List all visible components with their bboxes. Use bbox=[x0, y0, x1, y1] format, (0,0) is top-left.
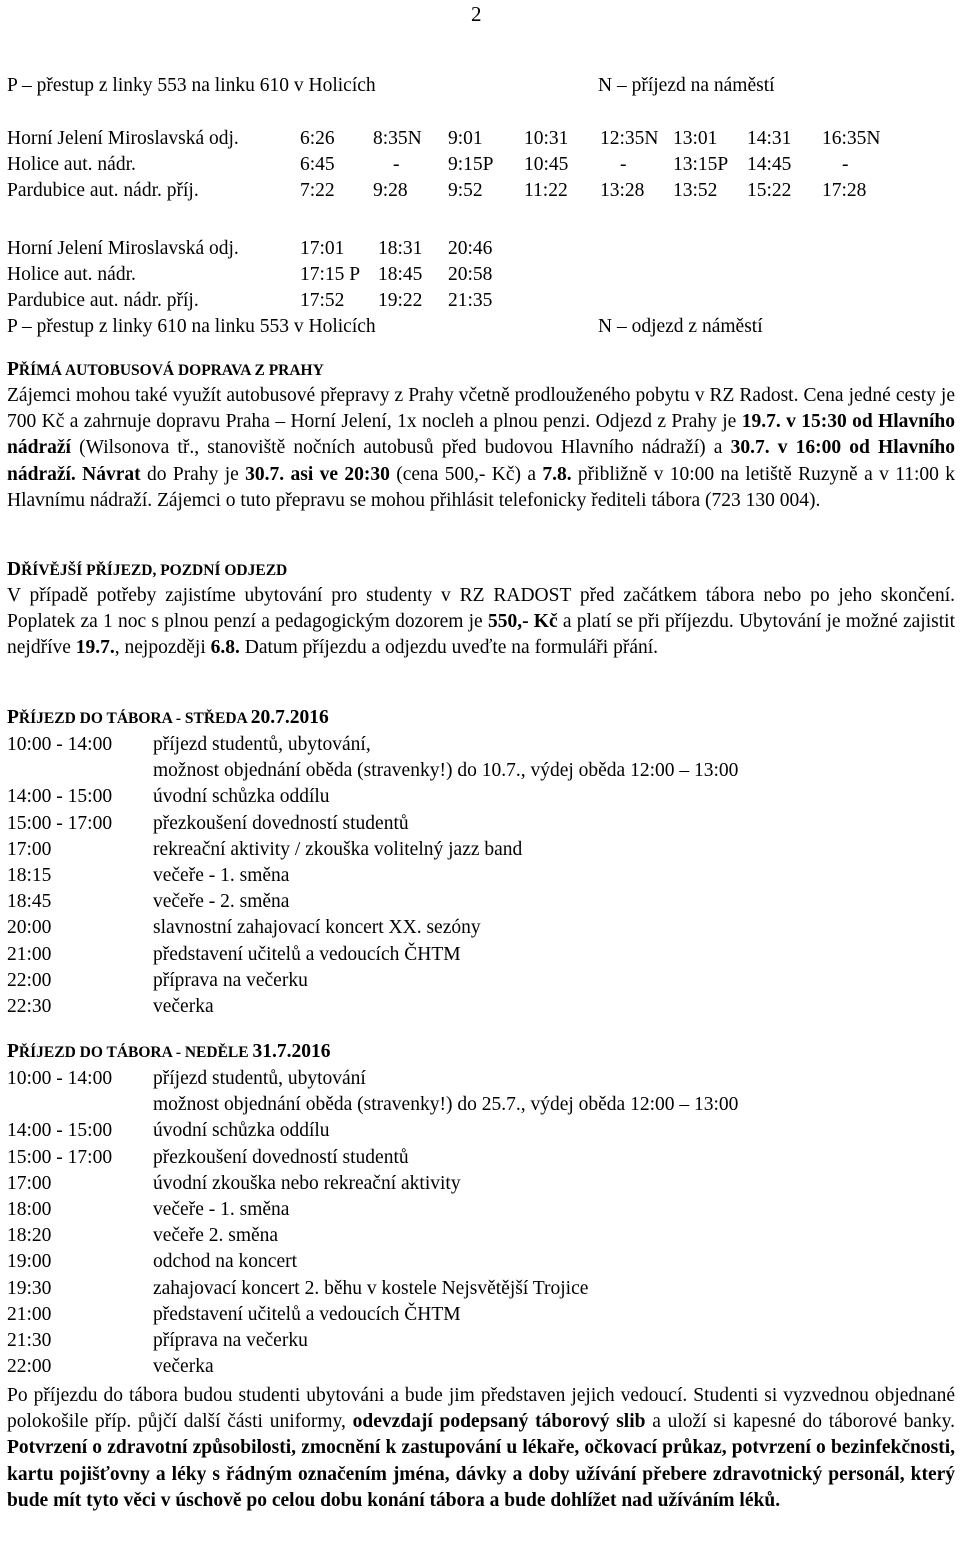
bold-text: 550,- Kč bbox=[487, 611, 558, 633]
schedule-row bbox=[7, 1145, 738, 1171]
schedule-activity: příjezd studentů, ubytování bbox=[153, 1068, 366, 1089]
schedule-wednesday bbox=[7, 732, 738, 1020]
text: V případě potřeby zajistíme ubytování pro studenty v RZ RADOST před začátkem tábora nebo po jeho skončení. Poplatek za 1 noc s plnou penzí a pedagogickým dozorem je bbox=[7, 585, 955, 633]
bold-text: Potvrzení o zdravotní způsobilosti, zmocnění k zastupování u lékaře, očkovací průkaz, potvrzení o bezinfekčnosti, kartu pojišťovny a léky s řádným označením jména, dávky a doby užívání přebere zdravotnický personál, který bude mít tyto věci v úschově po celou dobu konání tábora a bude dohlížet nad užíváním léků. bbox=[7, 1437, 955, 1511]
schedule-row bbox=[7, 889, 738, 915]
text: Zájemci mohou také využít autobusové přepravy z Prahy včetně prodlouženého pobytu v RZ Radost. Cena jedné cesty je 700 Kč a zahrnuje dopravu Praha – Horní Jelení, 1x nocleh a plnou penzi. Odjezd z Prahy je bbox=[7, 385, 955, 433]
schedule-time: 21:30 bbox=[7, 1329, 52, 1351]
schedule-row bbox=[7, 1118, 738, 1144]
timetable-time: 13:28 bbox=[600, 180, 645, 201]
schedule-row bbox=[7, 1223, 738, 1249]
schedule-time: 22:00 bbox=[7, 969, 52, 991]
schedule-time: 20:00 bbox=[7, 917, 52, 939]
schedule-activity: odchod na koncert bbox=[153, 1251, 298, 1273]
schedule-row bbox=[7, 1302, 738, 1328]
schedule-row bbox=[7, 1354, 738, 1380]
schedule-row bbox=[7, 1092, 738, 1118]
timetable-time: 17:15 P bbox=[300, 264, 361, 285]
heading-initial: P bbox=[7, 707, 19, 728]
timetable-stop: Holice aut. nádr. bbox=[7, 264, 136, 285]
timetable-time: 20:46 bbox=[448, 238, 493, 259]
schedule-row bbox=[7, 837, 738, 863]
schedule-activity: slavnostní zahajovací koncert XX. sezóny bbox=[153, 917, 481, 939]
timetable-stop: Pardubice aut. nádr. příj. bbox=[7, 290, 199, 311]
text: a platí se při příjezdu. Ubytování je možné zajistit nejdříve bbox=[7, 611, 955, 659]
schedule-activity: příprava na večerku bbox=[153, 969, 308, 991]
arrival-wednesday-heading bbox=[7, 705, 329, 732]
schedule-activity: představení učitelů a vedoucích ČHTM bbox=[153, 1303, 461, 1325]
heading-rest: ŘÍVĚJŠÍ PŘÍJEZD, POZDNÍ ODJEZD bbox=[21, 562, 288, 579]
timetable-time: 9:01 bbox=[448, 128, 483, 149]
schedule-time: 10:00 - 14:00 bbox=[7, 734, 113, 755]
schedule-time: 21:00 bbox=[7, 1303, 52, 1325]
timetable-time: 6:45 bbox=[300, 154, 335, 175]
prague-bus-paragraph bbox=[7, 383, 955, 514]
schedule-row bbox=[7, 784, 738, 810]
timetable-time: 17:52 bbox=[300, 290, 345, 311]
schedule-activity: úvodní schůzka oddílu bbox=[153, 1120, 330, 1142]
timetable-time: 18:45 bbox=[378, 264, 423, 285]
schedule-activity: příprava na večerku bbox=[153, 1329, 308, 1351]
bold-text: 19.7. v 15:30 od Hlavního nádraží bbox=[7, 411, 955, 459]
timetable-time: 19:22 bbox=[378, 290, 423, 311]
timetable-time: 13:15P bbox=[673, 154, 729, 175]
text: Datum příjezdu a odjezdu uveďte na formuláři přání. bbox=[239, 637, 659, 659]
schedule-row bbox=[7, 1197, 738, 1223]
schedule-time: 18:00 bbox=[7, 1198, 52, 1220]
schedule-activity: přezkoušení dovedností studentů bbox=[153, 812, 409, 834]
schedule-activity: možnost objednání oběda (stravenky!) do 25.7., výdej oběda 12:00 – 13:00 bbox=[153, 1094, 739, 1116]
timetable-time: 13:52 bbox=[673, 180, 718, 201]
bold-text: 19.7. bbox=[75, 637, 115, 659]
heading-date: 31.7.2016 bbox=[252, 1041, 331, 1062]
schedule-sunday bbox=[7, 1066, 738, 1380]
schedule-time: 18:20 bbox=[7, 1225, 52, 1247]
early-arrival-heading bbox=[7, 557, 287, 584]
timetable-time: 10:45 bbox=[524, 154, 569, 175]
schedule-row bbox=[7, 968, 738, 994]
timetable-time: 21:35 bbox=[448, 290, 493, 311]
schedule-row bbox=[7, 1328, 738, 1354]
timetable-time: - bbox=[842, 154, 849, 175]
schedule-activity: večeře 2. směna bbox=[153, 1225, 279, 1247]
timetable-time: 14:45 bbox=[747, 154, 792, 175]
schedule-time: 14:00 - 15:00 bbox=[7, 786, 113, 808]
schedule-activity: večeře - 2. směna bbox=[153, 891, 290, 913]
schedule-row bbox=[7, 994, 738, 1020]
schedule-time: 19:30 bbox=[7, 1277, 52, 1299]
schedule-time: 10:00 - 14:00 bbox=[7, 1068, 113, 1089]
text: do Prahy je bbox=[140, 463, 246, 485]
text: Po příjezdu do tábora budou studenti ubytováni a bude jim představen jejich vedoucí. Studenti si vyzvednou objednané polokošile příp. půjčí další části uniformy, bbox=[7, 1385, 955, 1433]
timetable-time: 9:52 bbox=[448, 180, 483, 201]
heading-rest: ŘÍJEZD DO TÁBORA - STŘEDA bbox=[18, 710, 251, 727]
bold-text: odevzdají podepsaný táborový slib bbox=[352, 1411, 646, 1433]
schedule-activity: zahajovací koncert 2. běhu v kostele Nejsvětější Trojice bbox=[153, 1277, 589, 1299]
schedule-activity: příjezd studentů, ubytování, bbox=[153, 734, 371, 755]
heading-initial: P bbox=[7, 359, 19, 380]
timetable-time: 18:31 bbox=[378, 238, 423, 259]
schedule-time: 17:00 bbox=[7, 838, 52, 860]
heading-rest: ŘÍJEZD DO TÁBORA - NEDĚLE bbox=[18, 1044, 253, 1061]
page-number: 2 bbox=[471, 2, 482, 26]
timetable-time: 10:31 bbox=[524, 128, 569, 149]
bold-text: 6.8. bbox=[210, 637, 240, 659]
schedule-row bbox=[7, 942, 738, 968]
timetable-time: 16:35N bbox=[822, 128, 881, 149]
text: (cena 500,- Kč) a bbox=[389, 463, 543, 485]
schedule-time bbox=[7, 758, 153, 784]
schedule-activity: večerka bbox=[153, 995, 214, 1017]
heading-rest: ŘÍMÁ AUTOBUSOVÁ DOPRAVA Z PRAHY bbox=[18, 362, 324, 379]
timetable-time: 14:31 bbox=[747, 128, 792, 149]
schedule-time: 15:00 - 17:00 bbox=[7, 1146, 113, 1168]
schedule-time: 15:00 - 17:00 bbox=[7, 812, 113, 834]
schedule-time: 17:00 bbox=[7, 1172, 52, 1194]
timetable-stop: Pardubice aut. nádr. příj. bbox=[7, 180, 199, 201]
text: , nejpozději bbox=[114, 637, 211, 659]
timetable-time: 11:22 bbox=[524, 180, 568, 201]
timetable-stop: Holice aut. nádr. bbox=[7, 154, 136, 175]
timetable-time: - bbox=[620, 154, 627, 175]
schedule-row bbox=[7, 1171, 738, 1197]
timetable-time: 7:22 bbox=[300, 180, 335, 201]
departure-square-note: N – odjezd z náměstí bbox=[598, 316, 763, 337]
timetable-time: 9:15P bbox=[448, 154, 494, 175]
bold-text: 7.8. bbox=[542, 463, 572, 485]
schedule-activity: přezkoušení dovedností studentů bbox=[153, 1146, 409, 1168]
schedule-activity: možnost objednání oběda (stravenky!) do 10.7., výdej oběda 12:00 – 13:00 bbox=[153, 760, 739, 782]
timetable-time: 17:28 bbox=[822, 180, 867, 201]
schedule-time: 22:00 bbox=[7, 1356, 52, 1378]
schedule-row bbox=[7, 811, 738, 837]
transfer-note: P – přestup z linky 553 na linku 610 v Holicích bbox=[7, 75, 376, 96]
timetable-stop: Horní Jelení Miroslavská odj. bbox=[7, 238, 239, 259]
schedule-time: 18:15 bbox=[7, 864, 52, 886]
bold-text: 30.7. v 16:00 od Hlavního nádraží. Návrat bbox=[7, 437, 955, 485]
schedule-time: 22:30 bbox=[7, 995, 52, 1017]
schedule-time: 21:00 bbox=[7, 943, 52, 965]
timetable-time: 13:01 bbox=[673, 128, 718, 149]
schedule-activity: večeře - 1. směna bbox=[153, 864, 290, 886]
heading-initial: D bbox=[7, 559, 22, 580]
schedule-activity: večerka bbox=[153, 1356, 214, 1378]
schedule-row bbox=[7, 863, 738, 889]
final-paragraph bbox=[7, 1383, 955, 1514]
schedule-time: 19:00 bbox=[7, 1251, 52, 1273]
transfer-note-return: P – přestup z linky 610 na linku 553 v Holicích bbox=[7, 316, 376, 337]
timetable-time: 9:28 bbox=[373, 180, 408, 201]
arrival-sunday-heading bbox=[7, 1039, 330, 1066]
schedule-row bbox=[7, 915, 738, 941]
schedule-activity: představení učitelů a vedoucích ČHTM bbox=[153, 943, 461, 965]
timetable-time: 20:58 bbox=[448, 264, 493, 285]
timetable-time: 12:35N bbox=[600, 128, 659, 149]
schedule-row bbox=[7, 1249, 738, 1275]
schedule-row bbox=[7, 1066, 738, 1092]
schedule-row bbox=[7, 1276, 738, 1302]
timetable-stop: Horní Jelení Miroslavská odj. bbox=[7, 128, 239, 149]
timetable-time: 8:35N bbox=[373, 128, 422, 149]
schedule-time: 14:00 - 15:00 bbox=[7, 1120, 113, 1142]
bold-text: 30.7. asi ve 20:30 bbox=[245, 463, 390, 485]
schedule-activity: úvodní zkouška nebo rekreační aktivity bbox=[153, 1172, 461, 1194]
schedule-activity: rekreační aktivity / zkouška volitelný jazz band bbox=[153, 838, 523, 860]
schedule-time bbox=[7, 1092, 153, 1118]
schedule-activity: úvodní schůzka oddílu bbox=[153, 786, 330, 808]
early-arrival-paragraph bbox=[7, 583, 955, 662]
timetable-time: - bbox=[393, 154, 400, 175]
schedule-row bbox=[7, 758, 738, 784]
text: přibližně v 10:00 na letiště Ruzyně a v 11:00 k Hlavnímu nádraží. Zájemci o tuto přepravu se mohou přihlásit telefonicky řediteli tábora (723 130 004). bbox=[7, 463, 955, 511]
timetable-time: 15:22 bbox=[747, 180, 792, 201]
timetable-time: 6:26 bbox=[300, 128, 335, 149]
prague-bus-heading bbox=[7, 357, 324, 384]
text: (Wilsonova tř., stanoviště nočních autobusů před budovou Hlavního nádraží) a bbox=[70, 437, 731, 459]
timetable-time: 17:01 bbox=[300, 238, 345, 259]
schedule-row bbox=[7, 732, 738, 758]
schedule-time: 18:45 bbox=[7, 891, 52, 913]
arrival-square-note: N – příjezd na náměstí bbox=[598, 75, 775, 96]
heading-initial: P bbox=[7, 1041, 19, 1062]
schedule-activity: večeře - 1. směna bbox=[153, 1198, 290, 1220]
heading-date: 20.7.2016 bbox=[250, 707, 329, 728]
text: a uloží si kapesné do táborové banky. bbox=[645, 1411, 955, 1433]
